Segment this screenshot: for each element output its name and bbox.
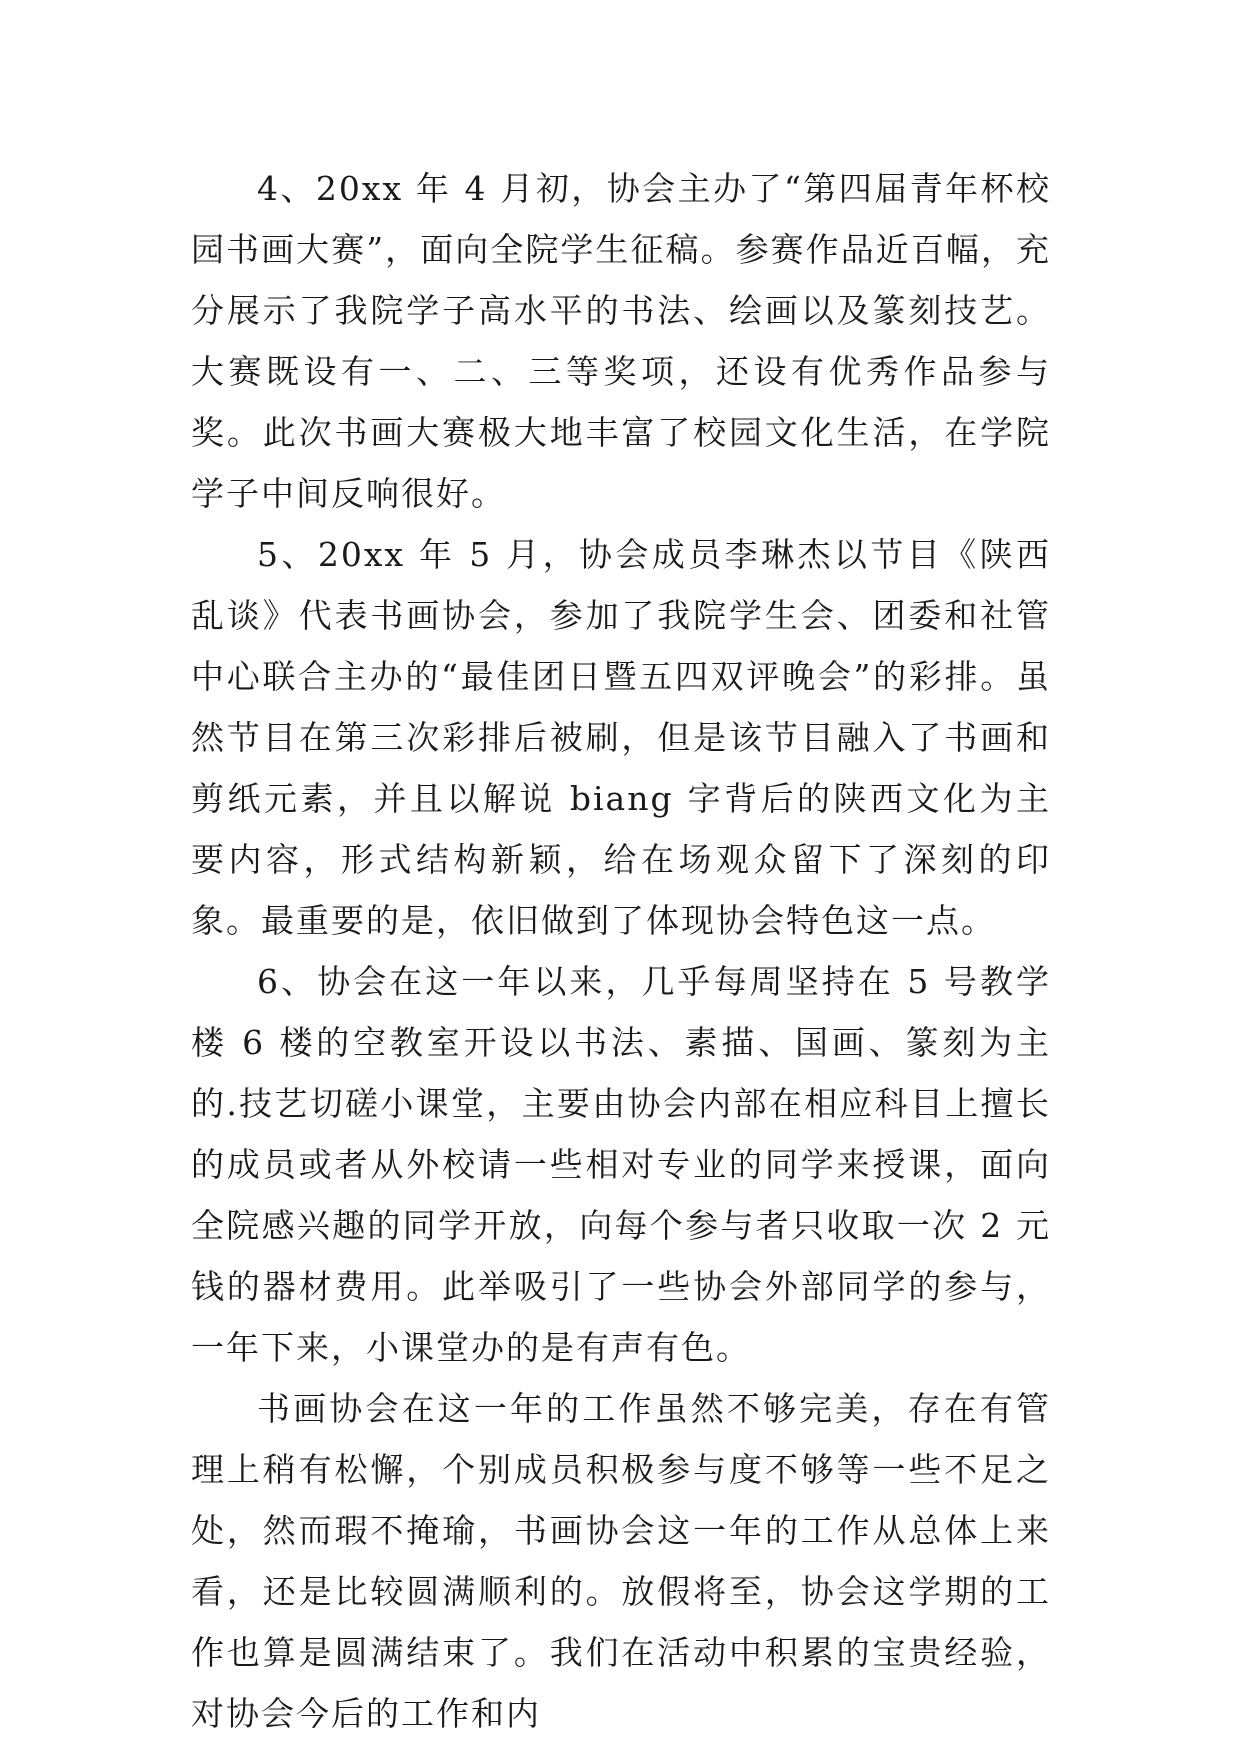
paragraph-summary: 书画协会在这一年的工作虽然不够完美，存在有管理上稍有松懈，个别成员积极参与度不够等一些不足之处，然而瑕不掩瑜，书画协会这一年的工作从总体上来看，还是比较圆满顺利的。放假将至，协会这学期的工作也算是圆满结束了。我们在活动中积累的宝贵经验，对协会今后的工作和内: [191, 1389, 1051, 1733]
paragraph-item-6: 6、协会在这一年以来，几乎每周坚持在 5 号教学楼 6 楼的空教室开设以书法、素描、国画、篆刻为主的.技艺切磋小课堂，主要由协会内部在相应科目上擅长的成员或者从外校请一些相对专业的同学来授课，面向全院感兴趣的同学开放，向每个参与者只收取一次 2 元钱的器材费用。此举吸引了一些协会外部同学的参与，一年下来，小课堂办的是有声有色。: [191, 962, 1051, 1367]
document-body: [191, 158, 1051, 1744]
paragraph-item-4: 4、20xx 年 4 月初，协会主办了“第四届青年杯校园书画大赛”，面向全院学生征稿。参赛作品近百幅，充分展示了我院学子高水平的书法、绘画以及篆刻技艺。大赛既设有一、二、三等奖项，还设有优秀作品参与奖。此次书画大赛极大地丰富了校园文化生活，在学院学子中间反响很好。: [191, 169, 1051, 513]
paragraph-item-5: 5、20xx 年 5 月，协会成员李琳杰以节目《陕西乱谈》代表书画协会，参加了我院学生会、团委和社管中心联合主办的“最佳团日暨五四双评晚会”的彩排。虽然节目在第三次彩排后被刷，但是该节目融入了书画和剪纸元素，并且以解说 biang 字背后的陕西文化为主要内容，形式结构新颖，给在场观众留下了深刻的印象。最重要的是，依旧做到了体现协会特色这一点。: [191, 535, 1051, 940]
